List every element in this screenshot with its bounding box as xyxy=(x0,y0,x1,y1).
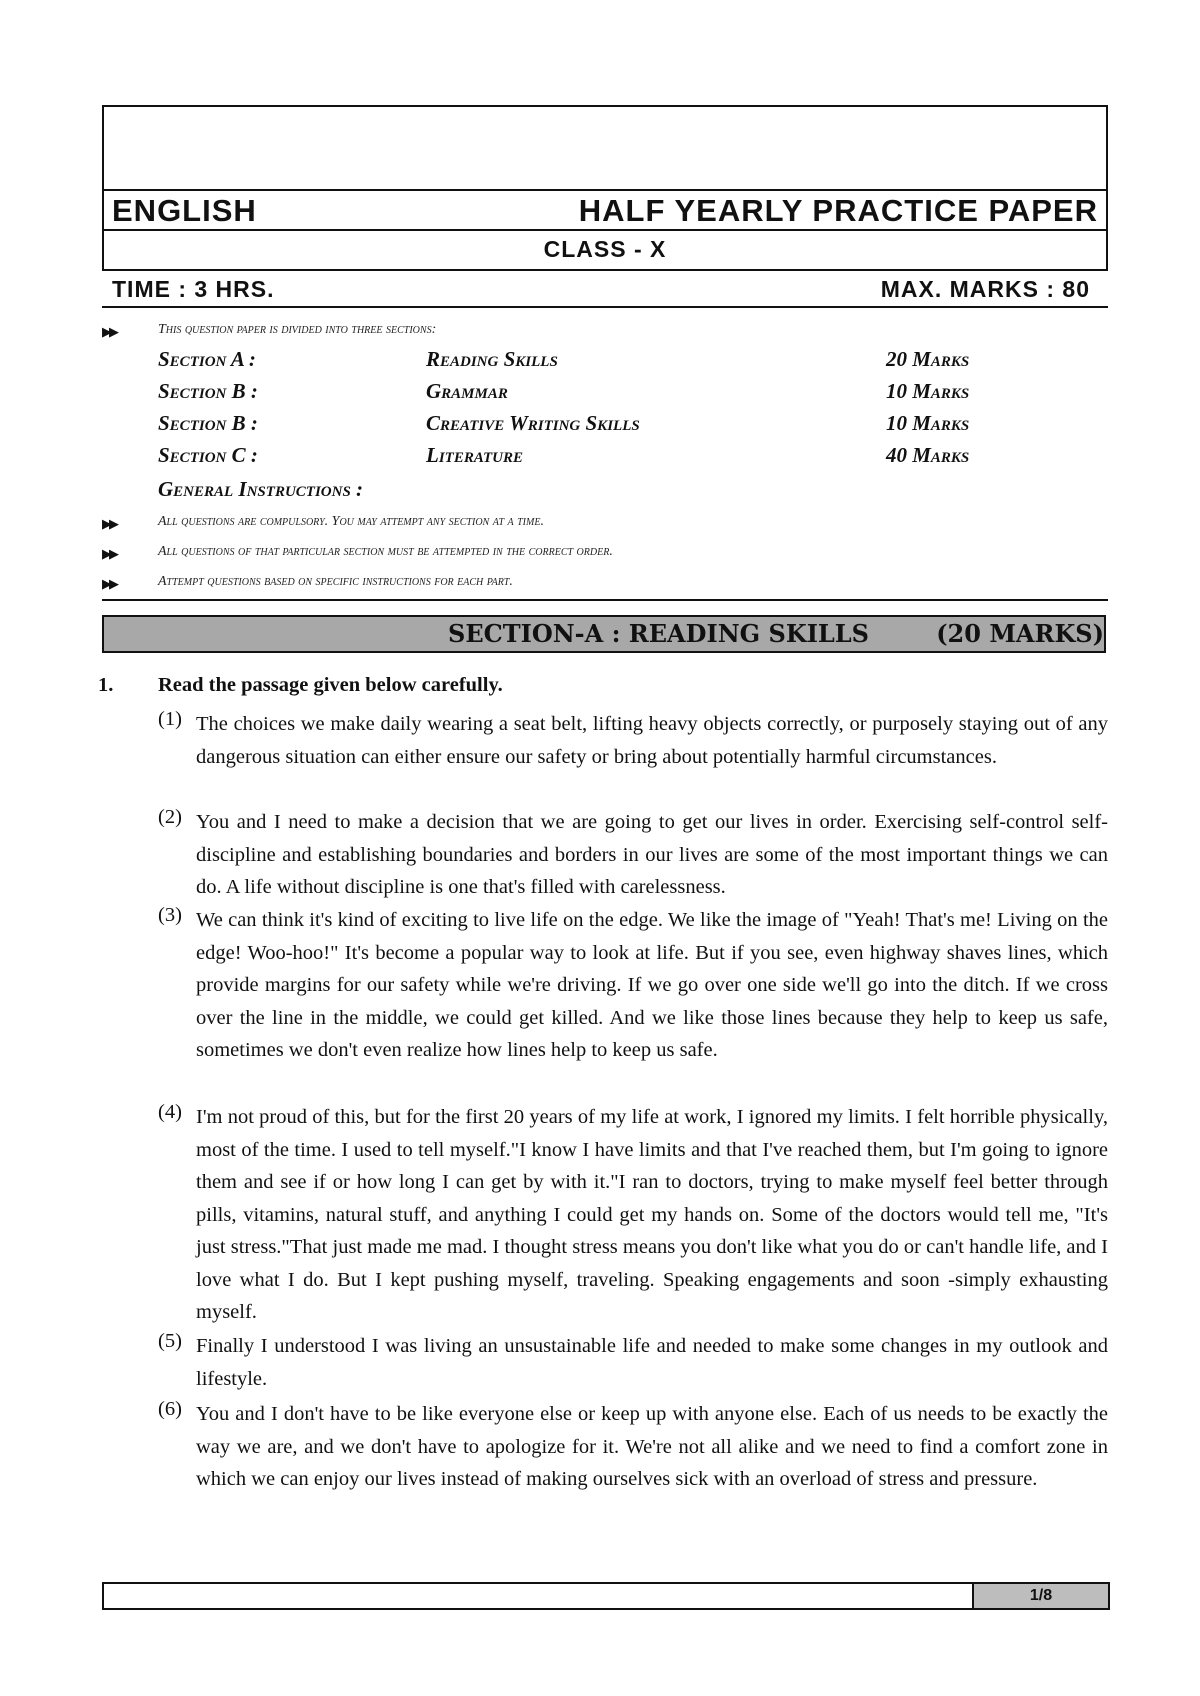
passage-paragraph: You and I don't have to be like everyone else or keep up with anyone else. Each of us needs to be exactly the way we are, and we don't have to apologize for it. We're not all alike and we need to find a comfort zone in which we can enjoy our lives instead of making ourselves sick with an overload of stress and pressure. xyxy=(196,1403,1108,1490)
section-label: Section C : xyxy=(158,443,258,467)
section-label: Section B : xyxy=(158,411,258,435)
header-blank-area xyxy=(102,105,1108,191)
paragraph-number: (4) xyxy=(158,1101,182,1123)
paragraph-number: (6) xyxy=(158,1398,182,1420)
paragraph-number: (1) xyxy=(158,708,182,730)
page-number: 1/8 xyxy=(972,1582,1110,1610)
passage-paragraph: You and I need to make a decision that we are going to get our lives in order. Exercising self-control self-discipline and establishing boundaries and borders in our lives are some of the most important things we can do. A life without discipline is one that's filled with carelessness. xyxy=(196,811,1108,898)
section-label: Section B : xyxy=(158,379,258,403)
section-name: Creative Writing Skills xyxy=(426,411,640,435)
general-instructions-title: General Instructions : xyxy=(158,477,364,501)
instruction-item: All questions are compulsory. You may attempt any section at a time. xyxy=(158,514,544,529)
section-a-title: SECTION-A : READING SKILLS xyxy=(448,619,869,648)
paragraph-number: (5) xyxy=(158,1330,182,1352)
instruction-item: All questions of that particular section must be attempted in the correct order. xyxy=(158,544,613,559)
max-marks-label: MAX. MARKS : 80 xyxy=(880,276,1090,302)
subject-title: ENGLISH xyxy=(112,193,257,228)
question-number: 1. xyxy=(98,674,114,696)
header-divider xyxy=(102,306,1108,308)
section-marks: 10 Marks xyxy=(886,379,970,403)
intro-text: This question paper is divided into three sections: xyxy=(158,322,437,337)
section-a-marks: (20 MARKS) xyxy=(936,619,1104,648)
passage-paragraph: Finally I understood I was living an unsustainable life and needed to make some changes in my outlook and lifestyle. xyxy=(196,1335,1108,1390)
instructions-divider xyxy=(102,599,1108,601)
bullet-icon: ▶▶ xyxy=(102,577,116,592)
time-label: TIME : 3 HRS. xyxy=(112,276,275,302)
paragraph-number: (3) xyxy=(158,904,182,926)
bullet-icon: ▶▶ xyxy=(102,325,116,340)
footer-bar xyxy=(102,1582,1110,1610)
paragraph-number: (2) xyxy=(158,806,182,828)
passage-paragraph: I'm not proud of this, but for the first 20 years of my life at work, I ignored my limits. I felt horrible physically, most of the time. I used to tell myself."I know I have limits and that I've reached them, but I'm going to ignore them and see if or how long I can get by with it."I ran to doctors, trying to make myself feel better through pills, vitamins, natural stuff, and anything I could get my hands on. Some of the doctors would tell me, "It's just stress."That just made me mad. I thought stress means you don't like what you do or can't handle life, and I love what I do. But I kept pushing myself, traveling. Speaking engagements and soon -simply exhausting myself. xyxy=(196,1106,1108,1323)
instruction-item: Attempt questions based on specific instructions for each part. xyxy=(158,574,513,589)
bullet-icon: ▶▶ xyxy=(102,517,116,532)
section-name: Reading Skills xyxy=(426,347,558,371)
section-name: Grammar xyxy=(426,379,508,403)
section-marks: 10 Marks xyxy=(886,411,970,435)
bullet-icon: ▶▶ xyxy=(102,547,116,562)
passage-paragraph: We can think it's kind of exciting to live life on the edge. We like the image of "Yeah! That's me! Living on the edge! Woo-hoo!" It's become a popular way to look at life. But if you see, even highway shaves lines, which provide margins for our safety while we're driving. If we go over one side we'll go into the ditch. If we cross over the line in the middle, we could get killed. And we like those lines because they help to keep us safe, sometimes we don't even realize how lines help to keep us safe. xyxy=(196,909,1108,1061)
section-marks: 20 Marks xyxy=(886,347,970,371)
section-label: Section A : xyxy=(158,347,256,371)
paper-title: HALF YEARLY PRACTICE PAPER xyxy=(578,193,1098,228)
question-prompt: Read the passage given below carefully. xyxy=(158,674,503,696)
passage-paragraph: The choices we make daily wearing a seat belt, lifting heavy objects correctly, or purposely staying out of any dangerous situation can either ensure our safety or bring about potentially harmful circumstances. xyxy=(196,713,1108,768)
section-name: Literature xyxy=(426,443,524,467)
class-label: CLASS - X xyxy=(543,236,667,262)
section-marks: 40 Marks xyxy=(886,443,970,467)
